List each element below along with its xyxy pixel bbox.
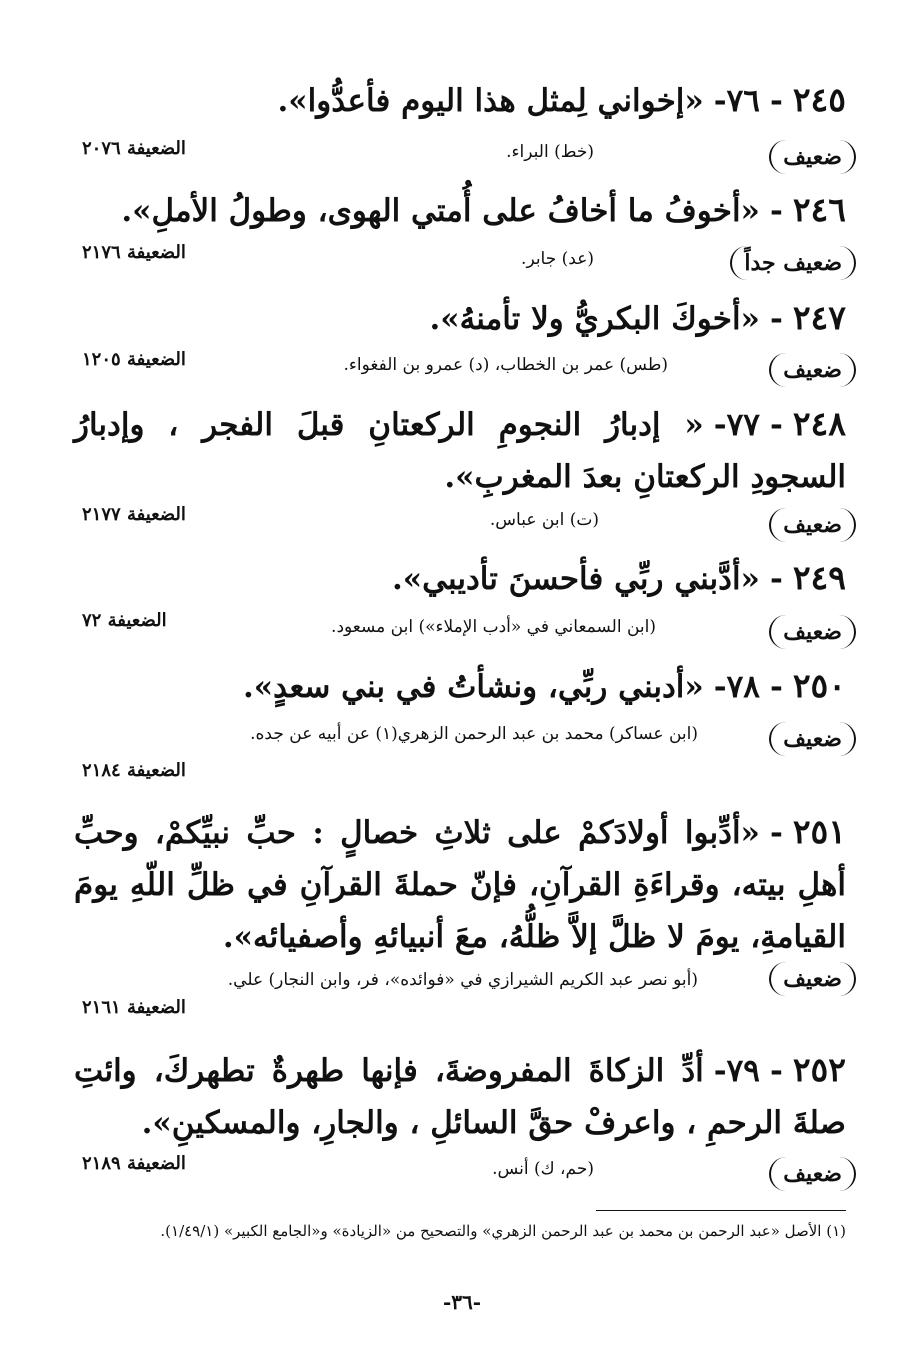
hadith-text: ٢٤٦-«أخوفُ ما أخافُ على أُمتي الهوى، وطولُ الأملِ». [121, 190, 846, 229]
source-citation: (ابن السمعاني في «أدب الإملاء») ابن مسعود. [331, 617, 656, 637]
reference-label: الضعيفة ٢٠٧٦ [82, 138, 186, 159]
hadith-subnumber: ٧٧ [726, 407, 760, 443]
grade-label: ضعيف [769, 962, 856, 996]
source-citation: (ابن عساكر) محمد بن عبد الرحمن الزهري(١) عن أبيه عن جده. [250, 724, 698, 744]
hadith-text: ٢٥١-«أدِّبوا أولادَكمْ على ثلاثِ خصالٍ : حبِّ نبيِّكمْ، وحبِّ أهلِ بيته، وقراءَةِ القرآنِ، فإنّ حملةَ القرآنِ في ظلِّ اللّهِ يومَ القيامةِ، يومَ لا ظلَّ إلاَّ ظلُّهُ، معَ أنبيائهِ وأصفيائه». [74, 812, 846, 955]
grade-label: ضعيف [769, 615, 856, 649]
reference-label: الضعيفة ٢١٧٧ [82, 504, 186, 525]
hadith-number: ٢٤٥ [792, 80, 846, 119]
hadith-text: ٢٥٠-٧٨-«أدبني ربِّي، ونشأتُ في بني سعدٍ». [243, 666, 846, 705]
footnote: (١) الأصل «عبد الرحمن بن محمد بن عبد الرحمن الزهري» والتصحيح من «الزيادة» و«الجامع الكبير» (١/٤٩/١). [160, 1222, 846, 1240]
source-citation: (أبو نصر عبد الكريم الشيرازي في «فوائده»، فر، وابن النجار) علي. [227, 970, 698, 990]
hadith-subnumber: ٧٦ [726, 83, 760, 119]
grade-label: ضعيف [769, 140, 856, 174]
hadith-number: ٢٤٦ [792, 190, 846, 229]
source-citation: (عد) جابر. [521, 249, 594, 269]
grade-label: ضعيف [769, 353, 856, 387]
hadith-number: ٢٥٠ [792, 666, 846, 705]
hadith-subnumber: ٧٩ [726, 1053, 760, 1089]
hadith-text: ٢٤٧-«أخوكَ البكريُّ ولا تأمنهُ». [429, 298, 846, 337]
hadith-text: ٢٥٢-٧٩-أدِّ الزكاةَ المفروضةَ، فإنها طهرةٌ تطهركَ، وائتِ صلةَ الرحمِ ، واعرفْ حقَّ السائلِ ، والجارِ، والمسكينِ». [74, 1050, 846, 1141]
hadith-number: ٢٥١ [792, 812, 846, 851]
hadith-text: ٢٤٨-٧٧-« إدبارُ النجومِ الركعتانِ قبلَ الفجر ، وإدبارُ السجودِ الركعتانِ بعدَ المغربِ». [74, 404, 846, 495]
hadith-number: ٢٤٩ [792, 558, 846, 597]
reference-label: الضعيفة ١٢٠٥ [82, 349, 186, 370]
grade-label: ضعيف [769, 722, 856, 756]
footnote-divider [596, 1210, 846, 1211]
grade-label: ضعيف جداً [730, 246, 856, 280]
hadith-number: ٢٤٨ [792, 404, 846, 443]
source-citation: (طس) عمر بن الخطاب، (د) عمرو بن الفغواء. [343, 355, 668, 375]
reference-label: الضعيفة ٢١٧٦ [82, 242, 186, 263]
source-citation: (خط) البراء. [506, 142, 594, 162]
source-citation: (حم، ك) أنس. [492, 1159, 594, 1179]
reference-label: الضعيفة ٧٢ [82, 610, 167, 631]
grade-label: ضعيف [769, 508, 856, 542]
source-citation: (ت) ابن عباس. [489, 510, 599, 530]
reference-label: الضعيفة ٢١٨٤ [82, 760, 186, 781]
hadith-text: ٢٤٩-«أدَّبني ربِّي فأحسنَ تأديبي». [391, 558, 846, 597]
hadith-number: ٢٤٧ [792, 298, 846, 337]
hadith-number: ٢٥٢ [792, 1050, 846, 1089]
page-number: -٣٦- [442, 1290, 482, 1314]
hadith-subnumber: ٧٨ [726, 669, 760, 705]
grade-label: ضعيف [769, 1157, 856, 1191]
hadith-text: ٢٤٥-٧٦-«إخواني لِمثل هذا اليوم فأعدُّوا». [277, 80, 846, 119]
reference-label: الضعيفة ٢١٦١ [82, 997, 186, 1018]
reference-label: الضعيفة ٢١٨٩ [82, 1153, 186, 1174]
